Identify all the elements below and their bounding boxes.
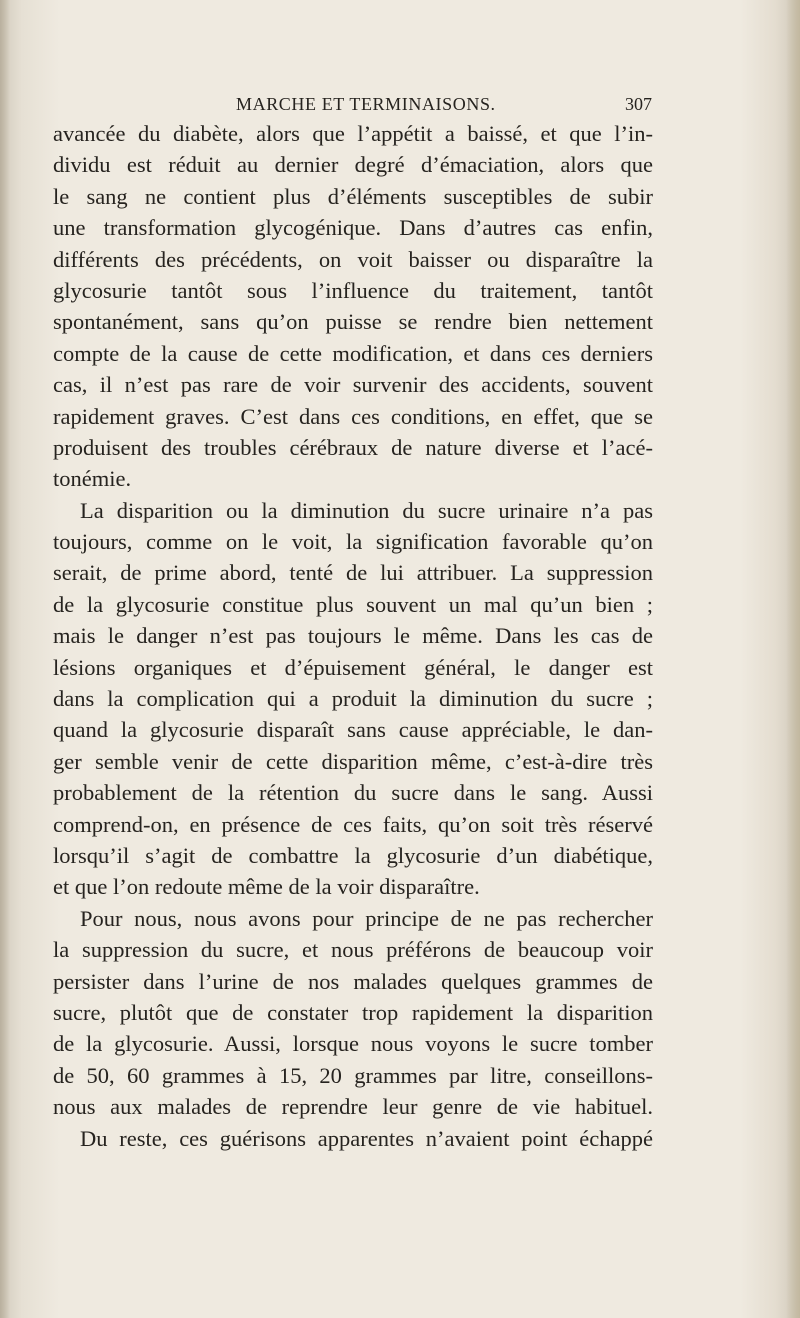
text-line: Pour nous, nous avons pour principe de ne pas rechercher [80,905,653,931]
text-line: une transformation glycogénique. Dans d’autres cas enfin, [53,215,653,241]
text-line: rapidement graves. C’est dans ces conditions, en effet, que se [53,403,653,429]
text-line: nous aux malades de reprendre leur genre de vie habituel. [53,1094,653,1120]
text-line: lésions organiques et d’épuisement général, le danger est [53,654,653,680]
text-line: et que l’on redoute même de la voir disparaître. [53,874,480,900]
page-number: 307 [625,94,652,114]
text-line: probablement de la rétention du sucre dans le sang. Aussi [53,780,653,806]
text-line: de 50, 60 grammes à 15, 20 grammes par litre, conseillons- [53,1062,653,1088]
text-line: persister dans l’urine de nos malades quelques grammes de [53,968,653,994]
text-line: La disparition ou la diminution du sucre urinaire n’a pas [80,497,653,523]
text-line: tonémie. [53,466,132,492]
text-line: mais le danger n’est pas toujours le même. Dans les cas de [53,623,653,649]
text-line: de la glycosurie constitue plus souvent un mal qu’un bien ; [53,591,653,617]
text-line: comprend-on, en présence de ces faits, qu’on soit très réservé [53,811,653,837]
text-line: le sang ne contient plus d’éléments susceptibles de subir [53,183,653,209]
text-line: quand la glycosurie disparaît sans cause appréciable, le dan- [53,717,653,743]
page-edge-shadow [786,0,800,1318]
text-line: de la glycosurie. Aussi, lorsque nous voyons le sucre tomber [53,1031,653,1057]
text-line: lorsqu’il s’agit de combattre la glycosurie d’un diabétique, [53,842,653,868]
text-line: glycosurie tantôt sous l’influence du traitement, tantôt [53,277,653,303]
text-line: dans la complication qui a produit la diminution du sucre ; [53,686,653,712]
text-line: toujours, comme on le voit, la signification favorable qu’on [53,529,653,555]
text-line: ger semble venir de cette disparition même, c’est-à-dire très [53,748,653,774]
text-line: cas, il n’est pas rare de voir survenir des accidents, souvent [53,372,653,398]
page-gutter-shadow [0,0,10,1318]
text-line: compte de la cause de cette modification, et dans ces derniers [53,340,653,366]
text-line: serait, de prime abord, tenté de lui attribuer. La suppression [53,560,653,586]
body-text [53,118,653,1154]
text-line: Du reste, ces guérisons apparentes n’avaient point échappé [80,1125,653,1151]
running-title: MARCHE ET TERMINAISONS. [236,94,496,114]
text-line: avancée du diabète, alors que l’appétit a baissé, et que l’in- [53,121,653,146]
running-head [236,94,652,120]
text-line: spontanément, sans qu’on puisse se rendre bien nettement [53,309,653,335]
text-line: produisent des troubles cérébraux de nature diverse et l’acé- [53,434,653,460]
text-line: différents des précédents, on voit baisser ou disparaître la [53,246,653,272]
text-line: la suppression du sucre, et nous préférons de beaucoup voir [53,937,653,963]
text-line: dividu est réduit au dernier degré d’émaciation, alors que [53,152,653,178]
text-line: sucre, plutôt que de constater trop rapidement la disparition [53,999,653,1025]
